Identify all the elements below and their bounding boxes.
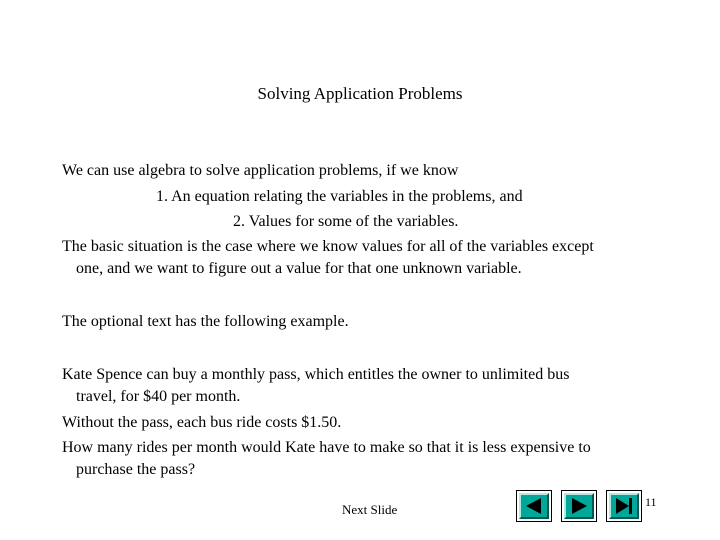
previous-slide-button[interactable] [516, 490, 552, 522]
body-line-question: How many rides per month would Kate have to make so that it is less expensive to [62, 439, 591, 456]
body-line-example-1: Kate Spence can buy a monthly pass, which entitles the owner to unlimited bus [62, 366, 570, 383]
body-line-basic-situation-cont: one, and we want to figure out a value for that one unknown variable. [76, 260, 522, 277]
body-line-question-cont: purchase the pass? [76, 461, 196, 478]
body-line-example-1-cont: travel, for $40 per month. [76, 388, 241, 405]
body-line-item-2: 2. Values for some of the variables. [233, 213, 459, 230]
next-slide-link[interactable]: Next Slide [342, 502, 398, 517]
body-line-optional-text: The optional text has the following example. [62, 313, 349, 330]
previous-slide-icon [523, 497, 545, 515]
body-line-example-2: Without the pass, each bus ride costs $1.50. [62, 414, 342, 431]
body-line-item-1: 1. An equation relating the variables in the problems, and [156, 188, 523, 205]
slide-title: Solving Application Problems [257, 84, 463, 103]
next-slide-button[interactable] [561, 490, 597, 522]
last-slide-icon [613, 497, 635, 515]
next-slide-icon [568, 497, 590, 515]
body-line-intro: We can use algebra to solve application problems, if we know [62, 162, 459, 179]
body-line-basic-situation: The basic situation is the case where we know values for all of the variables except [62, 238, 594, 255]
page-number: 11 [645, 495, 657, 509]
last-slide-button[interactable] [606, 490, 642, 522]
